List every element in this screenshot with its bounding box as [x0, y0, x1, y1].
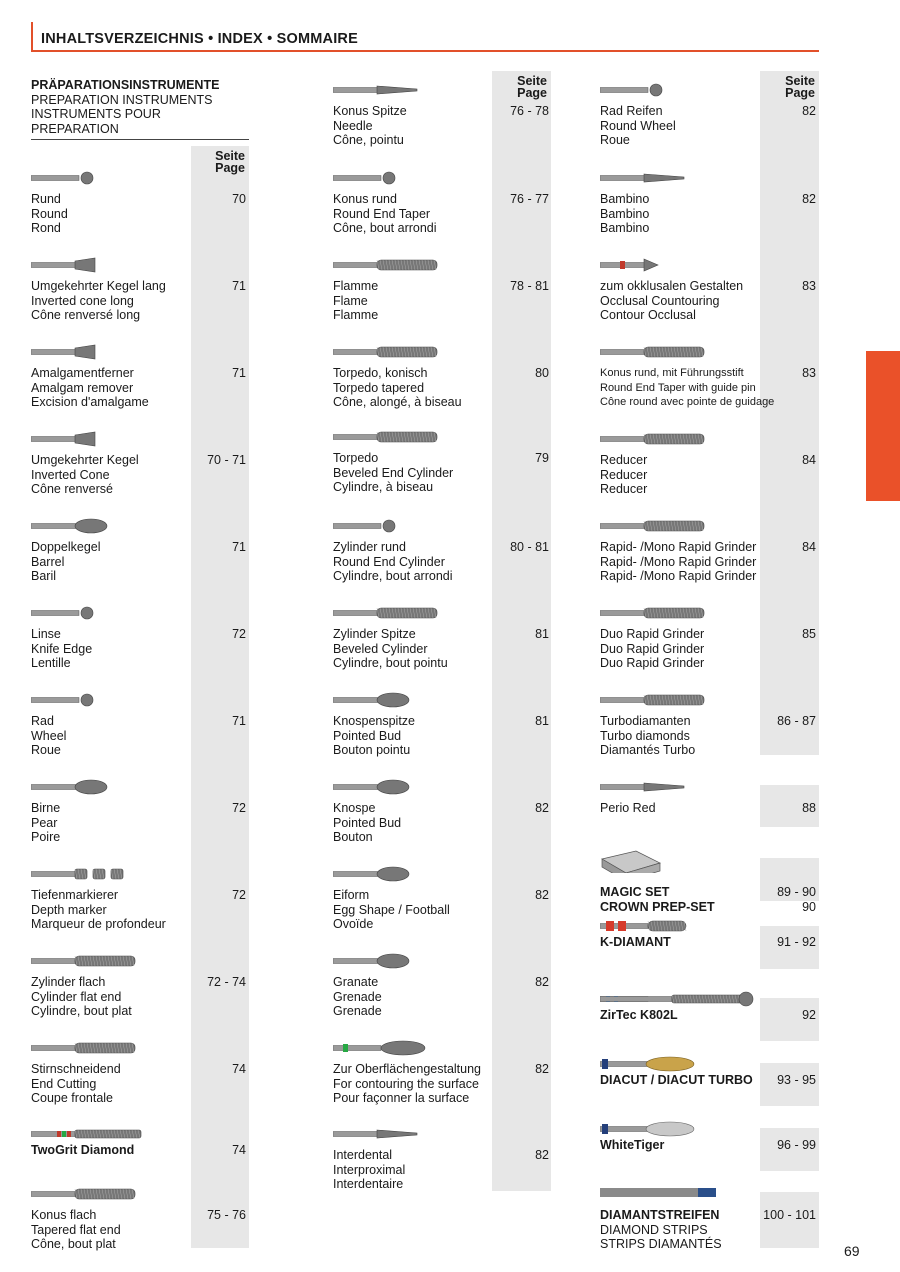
- entry-label-line: Konus rund, mit Führungsstift: [600, 367, 744, 379]
- needle-bur-icon: [333, 82, 493, 106]
- page-column-band: [760, 71, 819, 755]
- entry-label-line: Tiefenmarkierer: [31, 888, 119, 902]
- entry-page-ref: 81: [535, 627, 549, 641]
- entry-label-line: Cône round avec pointe de guidage: [600, 396, 775, 408]
- rapid-grinder-bur-icon: [600, 518, 760, 542]
- entry-label-line: Torpedo: [333, 451, 379, 465]
- entry-label: [31, 888, 166, 932]
- entry-label: [31, 714, 66, 758]
- entry-label: [31, 1062, 121, 1106]
- entry-label: [31, 627, 92, 671]
- entry-label-line: zum okklusalen Gestalten: [600, 279, 744, 293]
- entry-label: [333, 540, 453, 584]
- reducer-bur-icon: [600, 431, 760, 455]
- entry-label-line: Stirnschneidend: [31, 1062, 121, 1076]
- entry-label: [333, 627, 448, 671]
- page-column-header: [761, 75, 815, 99]
- entry-label: [600, 1138, 664, 1153]
- entry-label: [600, 1208, 722, 1252]
- guide-pin-bur-icon: [600, 344, 760, 368]
- entry-label-line: Inverted Cone: [31, 467, 110, 482]
- entry-page-ref: 70: [232, 192, 246, 206]
- entry-label-line: DIACUT / DIACUT TURBO: [600, 1073, 753, 1087]
- entry-label-line: Occlusal Countouring: [600, 293, 720, 308]
- entry-page-ref: 82: [535, 1148, 549, 1162]
- entry-label-line: Marqueur de profondeur: [31, 917, 166, 931]
- occlusal-bur-icon: [600, 257, 760, 281]
- entry-label: [600, 540, 756, 584]
- entry-label: [333, 279, 378, 323]
- entry-label-line: Bouton pointu: [333, 743, 411, 757]
- entry-label-line: Ovoïde: [333, 917, 374, 931]
- entry-page-ref: 74: [232, 1143, 246, 1157]
- entry-label: [333, 366, 462, 410]
- entry-label-line: DIAMOND STRIPS: [600, 1222, 708, 1237]
- entry-label-line: Round End Taper with guide pin: [600, 381, 756, 394]
- interdental-bur-icon: [333, 1126, 493, 1150]
- entry-label-line: Lentille: [31, 656, 71, 670]
- entry-label-line: Tapered flat end: [31, 1222, 121, 1237]
- entry-label-line: DIAMANTSTREIFEN: [600, 1208, 720, 1222]
- entry-page-ref: 88: [802, 801, 816, 815]
- intro-title-de: PRÄPARATIONSINSTRUMENTE: [31, 78, 220, 92]
- entry-label-line: Reducer: [600, 453, 648, 467]
- entry-label-line: Poire: [31, 830, 61, 844]
- entry-label-line: Round: [31, 206, 68, 221]
- entry-label-line: Eiform: [333, 888, 370, 902]
- entry-page-ref: 80 - 81: [510, 540, 549, 554]
- entry-page-ref: 79: [535, 451, 549, 465]
- depth-marker-bur-icon: [31, 866, 191, 890]
- inverted-cone-bur-icon: [31, 431, 191, 455]
- entry-page-ref: 72: [232, 888, 246, 902]
- entry-label-line: Cylindre, bout arrondi: [333, 569, 453, 583]
- entry-label-line: Contour Occlusal: [600, 308, 696, 322]
- duo-rapid-grinder-bur-icon: [600, 605, 760, 629]
- entry-label-line: Doppelkegel: [31, 540, 101, 554]
- entry-label-line: WhiteTiger: [600, 1138, 665, 1152]
- entry-label: [31, 1143, 134, 1158]
- entry-page-ref: 91 - 92: [777, 935, 816, 949]
- entry-page-ref: 82: [535, 801, 549, 815]
- entry-label: [333, 1062, 481, 1106]
- entry-page-ref: 84: [802, 453, 816, 467]
- entry-page-ref: 72 - 74: [207, 975, 246, 989]
- entry-label-line: Rund: [31, 192, 61, 206]
- entry-label-line: Reducer: [600, 482, 648, 496]
- entry-label-line: Pointed Bud: [333, 815, 402, 830]
- entry-label: [333, 104, 407, 148]
- header-title: INHALTSVERZEICHNIS • INDEX • SOMMAIRE: [41, 31, 358, 47]
- entry-label-line: Knife Edge: [31, 641, 93, 656]
- entry-label-line: Round End Taper: [333, 206, 431, 221]
- entry-label: [600, 1008, 678, 1023]
- entry-label-line: Flamme: [333, 308, 379, 322]
- pointed-bud-long-bur-icon: [333, 692, 493, 716]
- entry-page-ref: 82: [535, 888, 549, 902]
- entry-label-line: K-DIAMANT: [600, 935, 671, 949]
- entry-label-line: Interdentaire: [333, 1177, 404, 1191]
- round-end-taper-bur-icon: [333, 170, 493, 194]
- entry-label-line: Cône, pointu: [333, 133, 404, 147]
- entry-label-line: MAGIC SET: [600, 885, 670, 899]
- entry-label-line: For contouring the surface: [333, 1076, 479, 1091]
- entry-label-line: Round Wheel: [600, 118, 676, 133]
- entry-page-ref: 83: [802, 366, 816, 380]
- entry-label-line: Torpedo, konisch: [333, 366, 428, 380]
- entry-label-line: Beveled Cylinder: [333, 641, 428, 656]
- bambino-bur-icon: [600, 170, 760, 194]
- flame-bur-icon: [333, 257, 493, 281]
- entry-label-line: Depth marker: [31, 902, 107, 917]
- entry-label-line: TwoGrit Diamond: [31, 1143, 135, 1157]
- barrel-bur-icon: [31, 518, 191, 542]
- entry-label: [600, 279, 743, 323]
- entry-label-line: Torpedo tapered: [333, 380, 425, 395]
- entry-label-line: Duo Rapid Grinder: [600, 641, 705, 656]
- entry-page-ref: 81: [535, 714, 549, 728]
- entry-label-line: Pour façonner la surface: [333, 1091, 470, 1105]
- entry-page-ref: 74: [232, 1062, 246, 1076]
- inverted-cone-long-bur-icon: [31, 257, 191, 281]
- entry-label-line: Konus flach: [31, 1208, 97, 1222]
- entry-label-line: Cône renversé long: [31, 308, 141, 322]
- entry-label-line: Inverted cone long: [31, 293, 134, 308]
- contouring-bur-icon: [333, 1040, 493, 1064]
- page-column-header-en: Page: [215, 161, 245, 175]
- entry-label-line: Grenade: [333, 989, 382, 1004]
- entry-label-line: Rapid- /Mono Rapid Grinder: [600, 569, 757, 583]
- intro-title-fr: INSTRUMENTS POUR PREPARATION: [31, 107, 161, 136]
- grenade-bur-icon: [333, 953, 493, 977]
- entry-label-line: Rapid- /Mono Rapid Grinder: [600, 540, 757, 554]
- page-column-header: [191, 150, 245, 174]
- entry-label-line: Bambino: [600, 192, 650, 206]
- entry-label-line: CROWN PREP-SET: [600, 899, 715, 914]
- entry-label-line: Excision d'amalgame: [31, 395, 149, 409]
- beveled-cylinder-bur-icon: [333, 605, 493, 629]
- entry-label-line: Cylindre, bout plat: [31, 1004, 132, 1018]
- entry-label-line: Reducer: [600, 467, 648, 482]
- round-bur-icon: [31, 170, 191, 194]
- page-column-header-de: Seite: [215, 149, 245, 163]
- entry-label-line: Umgekehrter Kegel lang: [31, 279, 166, 293]
- torpedo-bur-icon: [333, 429, 493, 453]
- entry-label-line: Zur Oberflächengestaltung: [333, 1062, 482, 1076]
- entry-label: [333, 1148, 405, 1192]
- entry-label-line: Coupe frontale: [31, 1091, 114, 1105]
- page-column-header-en: Page: [785, 86, 815, 100]
- entry-label-line: Cylindre, bout pointu: [333, 656, 448, 670]
- page-column-header-de: Seite: [517, 74, 547, 88]
- entry-label: [31, 975, 132, 1019]
- entry-label: [31, 279, 166, 323]
- section-tab-marker: [866, 351, 900, 501]
- entry-label: [31, 453, 139, 497]
- entry-label-line: Roue: [31, 743, 61, 757]
- entry-label: [600, 885, 715, 914]
- entry-label-line: Birne: [31, 801, 61, 815]
- diamond-strip-icon: [600, 1186, 760, 1210]
- pear-bur-icon: [31, 779, 191, 803]
- entry-label: [600, 366, 774, 410]
- section-intro: [31, 78, 249, 140]
- entry-label-line: Bambino: [600, 206, 650, 221]
- entry-label-line: Bouton: [333, 830, 373, 844]
- entry-page-ref: 96 - 99: [777, 1138, 816, 1152]
- entry-label-line: Perio Red: [600, 801, 656, 815]
- entry-page-ref: 93 - 95: [777, 1073, 816, 1087]
- entry-label-line: Knospe: [333, 801, 376, 815]
- entry-label-line: Baril: [31, 569, 57, 583]
- entry-label-line: End Cutting: [31, 1076, 97, 1091]
- page-column-header: [493, 75, 547, 99]
- entry-label-line: Interproximal: [333, 1162, 406, 1177]
- entry-label: [31, 801, 60, 845]
- entry-page-ref: 86 - 87: [777, 714, 816, 728]
- knife-edge-bur-icon: [31, 605, 191, 629]
- entry-page-ref: 82: [535, 1062, 549, 1076]
- entry-label-line: Flame: [333, 293, 368, 308]
- entry-page-ref: 82: [802, 104, 816, 118]
- entry-page-ref: 85: [802, 627, 816, 641]
- page-column-header-de: Seite: [785, 74, 815, 88]
- entry-page-ref: 72: [232, 801, 246, 815]
- entry-page-ref: 71: [232, 366, 246, 380]
- entry-label-line: Zylinder flach: [31, 975, 106, 989]
- end-cutting-bur-icon: [31, 1040, 191, 1064]
- entry-page-ref: 80: [535, 366, 549, 380]
- entry-label-line: Zylinder Spitze: [333, 627, 416, 641]
- entry-page-ref: 84: [802, 540, 816, 554]
- entry-label-line: Zylinder rund: [333, 540, 406, 554]
- entry-label-line: Duo Rapid Grinder: [600, 627, 705, 641]
- entry-page-ref: 70 - 71: [207, 453, 246, 467]
- entry-label: [333, 451, 453, 495]
- entry-label: [600, 1073, 753, 1088]
- entry-page-ref: 76 - 77: [510, 192, 549, 206]
- egg-shape-bur-icon: [333, 866, 493, 890]
- entry-label-line: Amalgam remover: [31, 380, 134, 395]
- entry-page-ref: 72: [232, 627, 246, 641]
- entry-label-line: Cône, bout plat: [31, 1237, 116, 1251]
- entry-label-line: Konus Spitze: [333, 104, 407, 118]
- entry-label: [600, 192, 649, 236]
- pointed-bud-bur-icon: [333, 779, 493, 803]
- turbo-diamond-bur-icon: [600, 692, 760, 716]
- page-header: [31, 22, 819, 52]
- entry-page-ref: 82: [535, 975, 549, 989]
- entry-page-ref: 71: [232, 279, 246, 293]
- entry-label-line: Bambino: [600, 221, 650, 235]
- entry-label-line: ZirTec K802L: [600, 1008, 678, 1022]
- round-end-cylinder-bur-icon: [333, 518, 493, 542]
- entry-page-ref: 89 - 90 90: [777, 885, 816, 914]
- entry-page-ref: 76 - 78: [510, 104, 549, 118]
- entry-label-line: Turbo diamonds: [600, 728, 690, 743]
- entry-label: [333, 714, 415, 758]
- entry-label-line: Pear: [31, 815, 58, 830]
- entry-label: [31, 366, 149, 410]
- entry-label-line: Rapid- /Mono Rapid Grinder: [600, 554, 757, 569]
- entry-label-line: Granate: [333, 975, 379, 989]
- page-column-header-en: Page: [517, 86, 547, 100]
- entry-page-ref: 92: [802, 1008, 816, 1022]
- entry-label-line: Grenade: [333, 1004, 382, 1018]
- entry-label: [31, 1208, 121, 1252]
- entry-label: [600, 801, 656, 816]
- entry-label: [333, 801, 401, 845]
- entry-label-line: Cylindre, à biseau: [333, 480, 434, 494]
- round-wheel-bur-icon: [600, 82, 760, 106]
- entry-label: [333, 975, 382, 1019]
- entry-label-line: Turbodiamanten: [600, 714, 691, 728]
- entry-label-line: Needle: [333, 118, 373, 133]
- entry-label-line: Cylinder flat end: [31, 989, 122, 1004]
- entry-label-line: Rad Reifen: [600, 104, 663, 118]
- entry-label-line: Amalgamentferner: [31, 366, 134, 380]
- perio-red-bur-icon: [600, 779, 760, 803]
- entry-label-line: Rad: [31, 714, 54, 728]
- entry-label-line: Egg Shape / Football: [333, 902, 450, 917]
- entry-label-line: Beveled End Cylinder: [333, 465, 454, 480]
- entry-label: [333, 192, 437, 236]
- page-column-band: [191, 146, 249, 1248]
- entry-page-ref: 75 - 76: [207, 1208, 246, 1222]
- entry-label: [600, 104, 676, 148]
- entry-label-line: Wheel: [31, 728, 67, 743]
- entry-page-ref: 71: [232, 540, 246, 554]
- entry-page-ref: 100 - 101: [763, 1208, 816, 1222]
- entry-label-line: Roue: [600, 133, 630, 147]
- entry-label-line: Cône, bout arrondi: [333, 221, 437, 235]
- entry-label-line: Flamme: [333, 279, 379, 293]
- amalgam-remover-bur-icon: [31, 344, 191, 368]
- wheel-bur-icon: [31, 692, 191, 716]
- entry-label-line: Pointed Bud: [333, 728, 402, 743]
- entry-page-ref: 83: [802, 279, 816, 293]
- entry-label: [600, 935, 671, 950]
- entry-label: [333, 888, 450, 932]
- intro-title-en: PREPARATION INSTRUMENTS: [31, 92, 213, 107]
- entry-label-line: Cône, alongé, à biseau: [333, 395, 462, 409]
- entry-label: [600, 627, 704, 671]
- entry-label: [31, 192, 68, 236]
- entry-label-line: Round End Cylinder: [333, 554, 445, 569]
- entry-label-line: Diamantés Turbo: [600, 743, 696, 757]
- entry-label-line: STRIPS DIAMANTÉS: [600, 1237, 722, 1251]
- entry-page-ref: 82: [802, 192, 816, 206]
- entry-label-line: Rond: [31, 221, 61, 235]
- entry-label: [600, 714, 695, 758]
- entry-label-line: Linse: [31, 627, 61, 641]
- entry-label-line: Barrel: [31, 554, 65, 569]
- page-number: 69: [844, 1243, 860, 1259]
- taper-flat-bur-icon: [31, 1186, 191, 1210]
- entry-label-line: Cône renversé: [31, 482, 113, 496]
- torpedo-tapered-bur-icon: [333, 344, 493, 368]
- magic-set-box-icon: [600, 849, 760, 873]
- entry-label-line: Konus rund: [333, 192, 397, 206]
- entry-label-line: Umgekehrter Kegel: [31, 453, 139, 467]
- entry-label-line: Interdental: [333, 1148, 393, 1162]
- entry-label-line: Duo Rapid Grinder: [600, 656, 705, 670]
- entry-label-line: Knospenspitze: [333, 714, 416, 728]
- entry-page-ref: 71: [232, 714, 246, 728]
- entry-label: [600, 453, 647, 497]
- entry-label: [31, 540, 101, 584]
- entry-page-ref: 78 - 81: [510, 279, 549, 293]
- cylinder-flat-bur-icon: [31, 953, 191, 977]
